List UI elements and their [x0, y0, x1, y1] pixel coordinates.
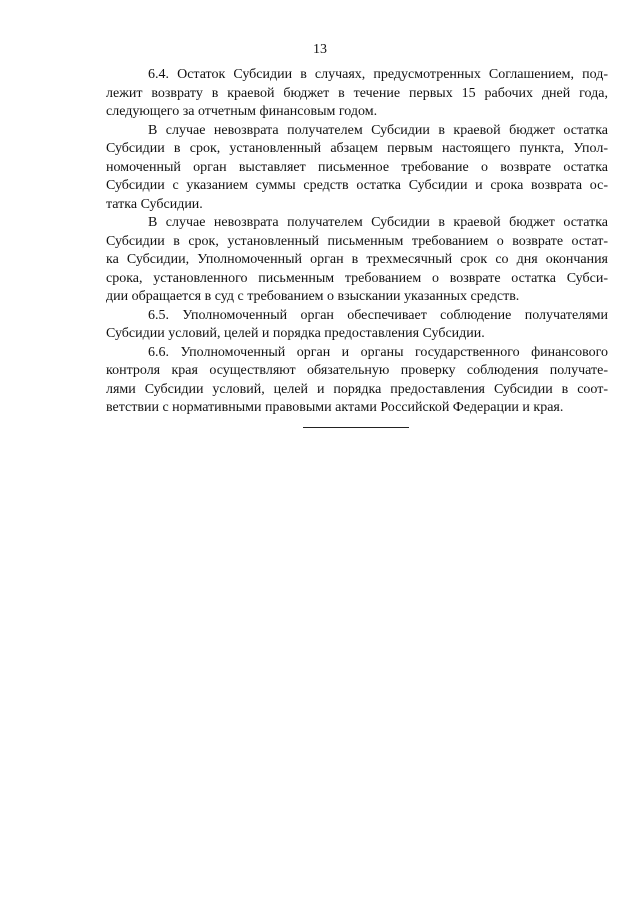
- document-body: [106, 66, 608, 418]
- text-line: В случае невозврата получателем Субсидии в краевой бюджет остатка: [148, 215, 608, 230]
- text-line: Субсидии с указанием суммы средств остатка Субсидии и срока возврата ос-: [106, 178, 608, 193]
- paragraph-court-action: [106, 214, 608, 307]
- text-line: Субсидии условий, целей и порядка предоставления Субсидии.: [106, 326, 485, 341]
- text-line: срока, установленного письменным требованием о возврате остатка Субси-: [106, 270, 608, 286]
- text-line: В случае невозврата получателем Субсидии в краевой бюджет остатка: [148, 122, 608, 138]
- text-line: номоченный орган выставляет письменное требование о возврате остатка: [106, 159, 608, 175]
- page-number: 13: [313, 42, 327, 57]
- text-line: дии обращается в суд с требованием о взыскании указанных средств.: [106, 289, 520, 304]
- text-line: 6.5. Уполномоченный орган обеспечивает соблюдение получателями: [148, 307, 608, 323]
- paragraph-6-5: [106, 307, 608, 344]
- text-line: лежит возврату в краевой бюджет в течение первых 15 рабочих дней года,: [106, 85, 608, 101]
- text-line: 6.6. Уполномоченный орган и органы государственного финансового: [148, 344, 608, 360]
- paragraph-6-4: [106, 66, 608, 122]
- text-line: 6.4. Остаток Субсидии в случаях, предусмотренных Соглашением, под-: [148, 67, 608, 82]
- paragraph-nonreturn-notice: [106, 122, 608, 215]
- text-line: ка Субсидии, Уполномоченный орган в трехмесячный срок со дня окончания: [106, 252, 608, 267]
- closing-divider: [303, 427, 409, 428]
- text-line: татка Субсидии.: [106, 196, 203, 212]
- text-line: ветствии с нормативными правовыми актами Российской Федерации и края.: [106, 400, 564, 415]
- text-line: Субсидии в срок, установленный абзацем первым настоящего пункта, Упол-: [106, 141, 608, 156]
- text-line: контроля края осуществляют обязательную проверку соблюдения получате-: [106, 363, 608, 378]
- paragraph-6-6: [106, 344, 608, 418]
- text-line: лями Субсидии условий, целей и порядка предоставления Субсидии в соот-: [106, 381, 608, 397]
- text-line: следующего за отчетным финансовым годом.: [106, 104, 378, 119]
- text-line: Субсидии в срок, установленный письменным требованием о возврате остат-: [106, 233, 608, 249]
